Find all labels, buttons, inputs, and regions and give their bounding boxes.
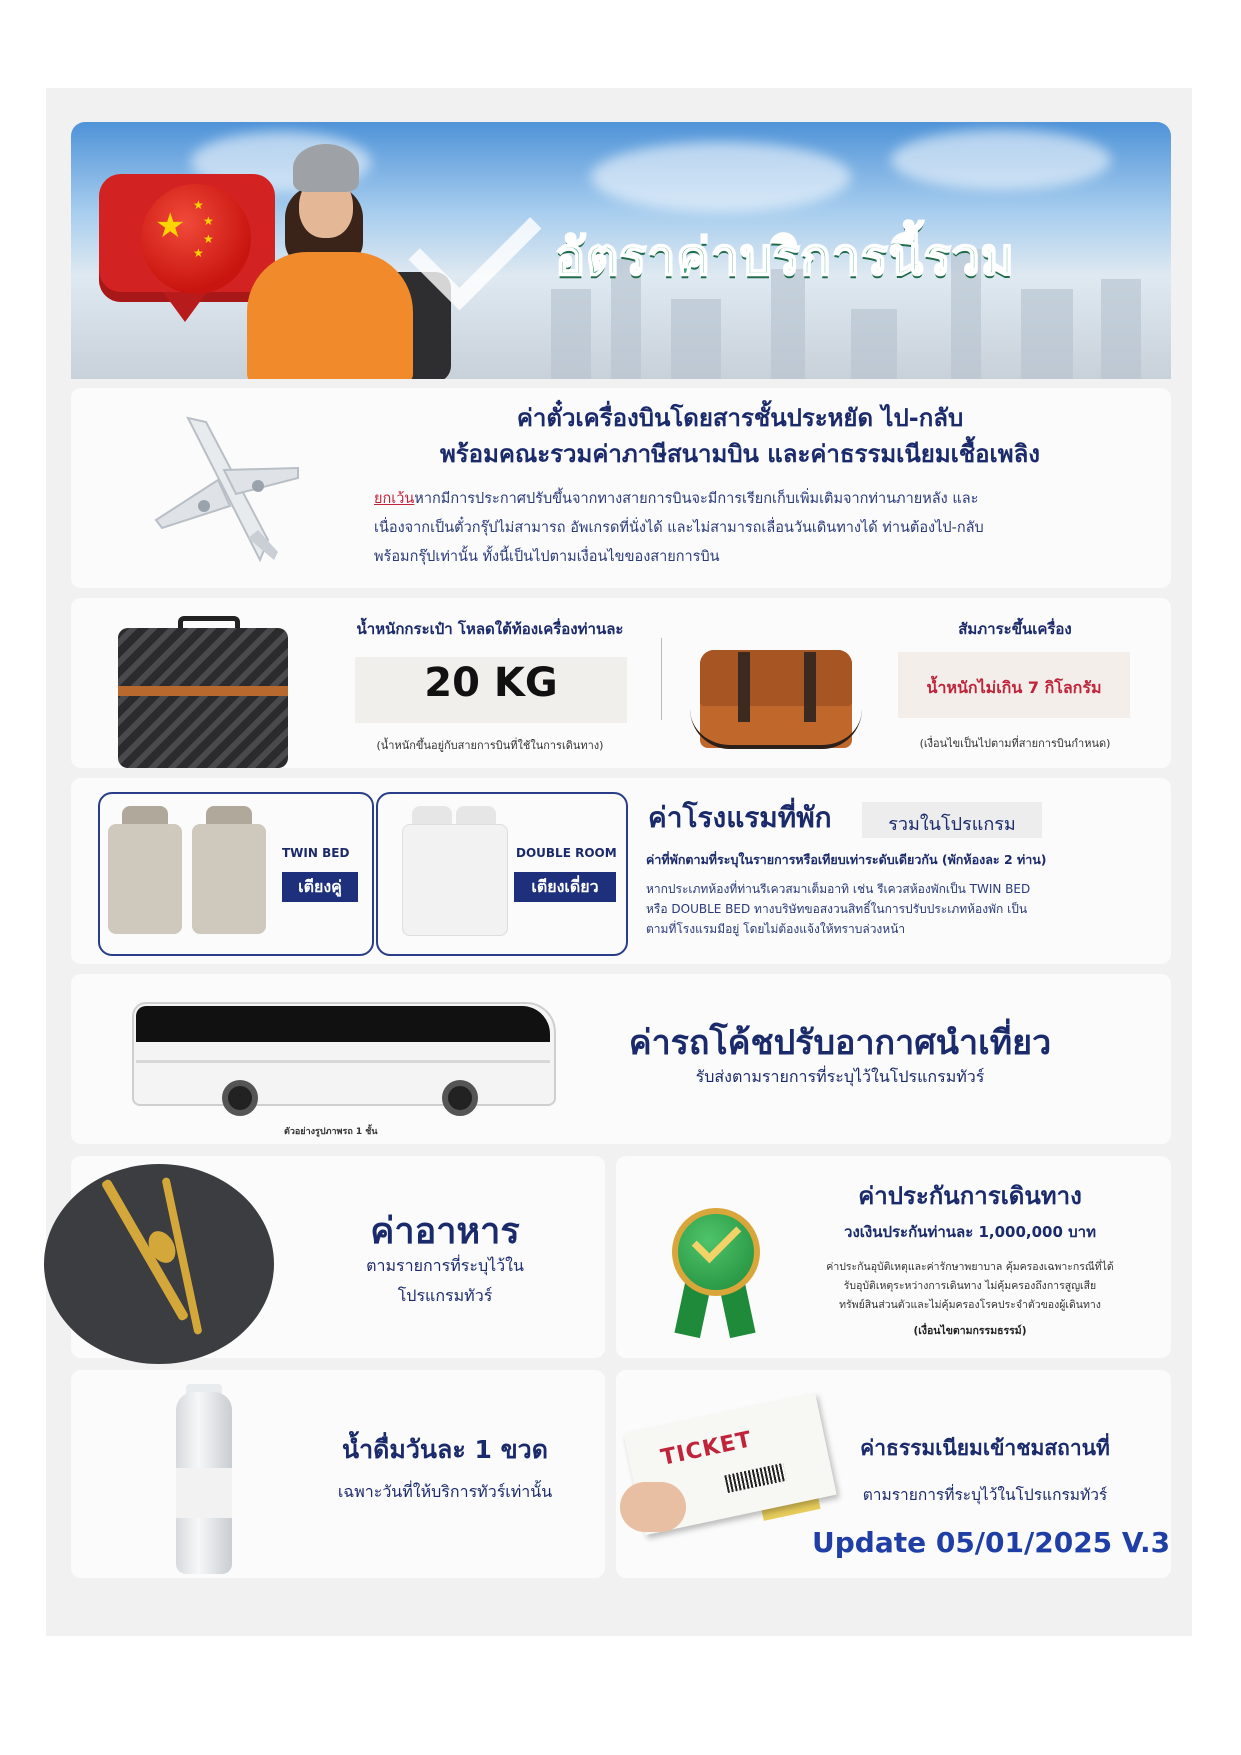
water-card — [71, 1370, 605, 1578]
double-room-tag: เตียงเดี่ยว — [514, 872, 616, 902]
carry-on-title: สัมภาระขึ้นเครื่อง — [958, 620, 1072, 638]
carry-on-note: (เงื่อนไขเป็นไปตามที่สายการบินกำหนด) — [919, 737, 1111, 750]
food-title: ค่าอาหาร — [370, 1211, 520, 1252]
banner — [71, 122, 1171, 379]
hotel-line-3: หรือ DOUBLE BED ทางบริษัทขอสงวนสิทธิ์ในการปรับประเภทห้องพัก เป็น — [646, 902, 1028, 916]
twin-bed-right — [192, 824, 266, 934]
checked-bag-title: น้ำหนักกระเป๋า โหลดใต้ท้องเครื่องท่านละ — [356, 620, 624, 638]
barcode-icon — [724, 1463, 786, 1493]
airfare-title-2: พร้อมคณะรวมค่าภาษีสนามบิน และค่าธรรมเนียมเชื้อเพลิง — [439, 440, 1041, 468]
airplane-icon — [148, 410, 308, 570]
insurance-line-2: รับอุบัติเหตุระหว่างการเดินทาง ไม่คุ้มครองถึงการสูญเสีย — [843, 1280, 1097, 1292]
airfare-desc-3: พร้อมกรุ๊ปเท่านั้น ทั้งนี้เป็นไปตามเงื่อนไขของสายการบิน — [374, 549, 720, 565]
airfare-title-1: ค่าตั๋วเครื่องบินโดยสารชั้นประหยัด ไป-กลับ — [516, 404, 964, 432]
insurance-line-1: ค่าประกันอุบัติเหตุและค่ารักษาพยาบาล คุ้มครองเฉพาะกรณีที่ได้ — [826, 1261, 1114, 1273]
hotel-line-4: ตามที่โรงแรมมีอยู่ โดยไม่ต้องแจ้งให้ทราบล่วงหน้า — [646, 922, 906, 936]
luggage-divider — [661, 638, 662, 720]
china-flag-icon: ★ ★ ★ ★ ★ — [141, 184, 251, 294]
water-subtitle: เฉพาะวันที่ให้บริการทัวร์เท่านั้น — [337, 1482, 553, 1501]
bus-title: ค่ารถโค้ชปรับอากาศนำเที่ยว — [628, 1023, 1052, 1063]
bus-caption: ตัวอย่างรูปภาพรถ 1 ชั้น — [284, 1127, 378, 1137]
hotel-line-1: ค่าที่พักตามที่ระบุในรายการหรือเทียบเท่าระดับเดียวกัน (พักห้องละ 2 ท่าน) — [646, 852, 1047, 867]
banner-title: อัตราค่าบริการนี้รวม — [555, 228, 1015, 286]
hand-icon — [620, 1482, 686, 1532]
airfare-desc-1: หากมีการประกาศปรับขึ้นจากทางสายการบินจะมีการเรียกเก็บเพิ่มเติมจากท่านภายหลัง และ — [414, 491, 979, 507]
admission-subtitle: ตามรายการที่ระบุไว้ในโปรแกรมทัวร์ — [862, 1486, 1108, 1504]
admission-title: ค่าธรรมเนียมเข้าชมสถานที่ — [860, 1436, 1110, 1460]
double-room-label: DOUBLE ROOM — [516, 846, 617, 860]
update-version: Update 05/01/2025 V.3 — [812, 1526, 1171, 1559]
airfare-exception-label: ยกเว้น — [374, 491, 415, 507]
water-title: น้ำดื่มวันละ 1 ขวด — [342, 1435, 548, 1464]
insurance-line-3: ทรัพย์สินส่วนตัวและไม่คุ้มครองโรคประจำตัวของผู้เดินทาง — [839, 1299, 1101, 1311]
hotel-included: รวมในโปรแกรม — [888, 814, 1016, 835]
airfare-desc-2: เนื่องจากเป็นตั๋วกรุ๊ปไม่สามารถ อัพเกรดที่นั่งได้ และไม่สามารถเลื่อนวันเดินทางได้ ท่านต้องไป-กลับ — [374, 520, 984, 536]
twin-bed-tag: เตียงคู่ — [282, 872, 358, 902]
food-line-1: ตามรายการที่ระบุไว้ใน — [366, 1256, 524, 1275]
insurance-title: ค่าประกันการเดินทาง — [858, 1182, 1082, 1210]
twin-bed-left — [108, 824, 182, 934]
carry-on-weight: น้ำหนักไม่เกิน 7 กิโลกรัม — [926, 678, 1102, 697]
food-line-2: โปรแกรมทัวร์ — [397, 1286, 493, 1305]
insurance-amount: วงเงินประกันท่านละ 1,000,000 บาท — [844, 1223, 1096, 1241]
insurance-condition: (เงื่อนไขตามกรรมธรรม์) — [913, 1325, 1027, 1337]
bus-subtitle: รับส่งตามรายการที่ระบุไว้ในโปรแกรมทัวร์ — [695, 1067, 985, 1086]
checked-bag-note: (น้ำหนักขึ้นอยู่กับสายการบินที่ใช้ในการเดินทาง) — [376, 739, 604, 752]
twin-bed-label: TWIN BED — [282, 846, 350, 860]
hotel-title: ค่าโรงแรมที่พัก — [648, 801, 832, 834]
checked-bag-weight: 20 KG — [424, 660, 558, 706]
double-bed — [402, 824, 508, 936]
ticket-word: TICKET — [658, 1427, 755, 1471]
hotel-line-2: หากประเภทห้องที่ท่านรีเควสมาเต็มอาทิ เช่น รีเควสห้องพักเป็น TWIN BED — [646, 882, 1031, 896]
suitcase-icon — [118, 628, 288, 768]
